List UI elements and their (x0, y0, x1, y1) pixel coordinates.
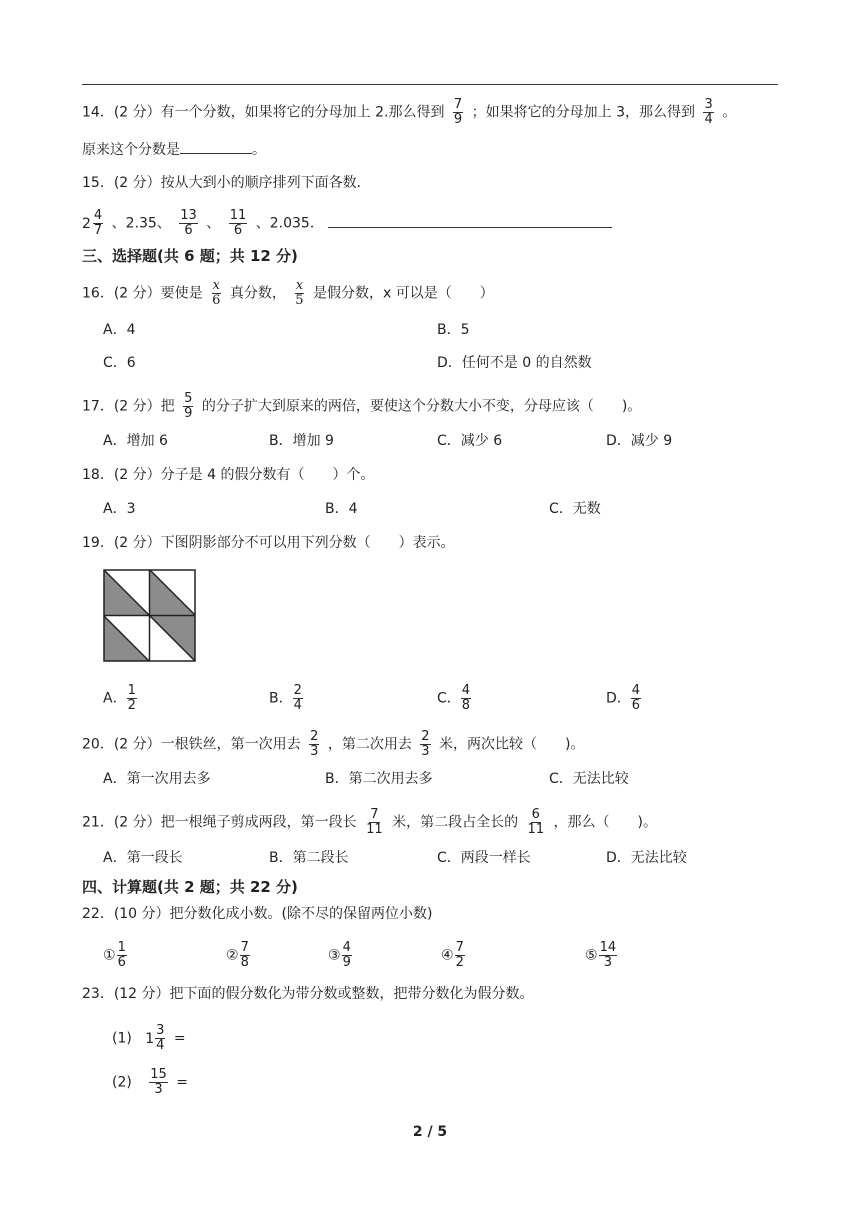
question-21 (82, 808, 657, 837)
fraction: $\frac{6}{11}$ (527, 807, 545, 837)
q14-line2-text: 原来这个分数是 (82, 142, 180, 158)
fraction: $\frac{7}{9}$ (453, 97, 463, 127)
option-a[interactable]: A．增加 6 (103, 433, 168, 449)
option-b[interactable]: B．第二次用去多 (325, 771, 433, 787)
question-17 (82, 392, 641, 421)
option-d[interactable]: D．任何不是 0 的自然数 (437, 355, 592, 371)
q17-text-end: 的分子扩大到原来的两倍，要使这个分数大小不变，分母应该（ )。 (201, 398, 642, 415)
q14-line2-end: 。 (252, 142, 266, 158)
option-c[interactable]: C．减少 6 (437, 433, 503, 449)
question-14 (82, 98, 736, 127)
conversion-item-2[interactable]: (2) $\frac{15}{3}$ = (112, 1067, 188, 1097)
q20-text-mid: ，第二次用去 (327, 736, 412, 753)
fraction: $\frac{2}{3}$ (310, 729, 319, 759)
fraction: $\frac{13}{6}$ (180, 208, 197, 238)
calc-item-5[interactable]: ⑤ $\frac{14}{3}$ (585, 940, 617, 970)
fraction: $\frac{5}{9}$ (184, 391, 193, 421)
option-b[interactable]: B．增加 9 (269, 433, 334, 449)
q16-text-mid: 真分数， (229, 285, 286, 302)
option-d[interactable]: D．减少 9 (606, 433, 673, 449)
page-number: 2 / 5 (412, 1124, 448, 1140)
q21-text: 21．(2 分）把一根绳子剪成两段，第一段长 (82, 814, 357, 831)
option-a[interactable]: A．第一段长 (103, 850, 183, 866)
header-rule (82, 84, 778, 85)
option-b[interactable]: B．第二段长 (269, 850, 349, 866)
q14-end: 。 (722, 104, 737, 121)
calc-item-1[interactable]: ① $\frac{1}{6}$ (103, 940, 126, 970)
fraction: $\frac{2}{3}$ (421, 729, 430, 759)
option-c[interactable]: C．无数 (549, 501, 601, 517)
option-b[interactable]: B．4 (325, 501, 358, 517)
question-14-line2 (82, 140, 266, 160)
option-b[interactable]: B．5 (437, 322, 470, 338)
q21-text-mid: 米，第二段占全长的 (392, 814, 519, 831)
option-c[interactable]: C． $\frac{4}{8}$ (437, 683, 471, 713)
question-15-numbers (82, 209, 612, 238)
option-a[interactable]: A． $\frac{1}{2}$ (103, 683, 136, 713)
q21-text-end: ，那么（ )。 (553, 814, 658, 831)
q16-text-end: 是假分数，x 可以是（ ） (313, 285, 494, 302)
fraction: $\frac{7}{11}$ (366, 807, 383, 837)
answer-blank[interactable] (328, 227, 612, 228)
answer-blank[interactable] (180, 153, 252, 154)
q14-text: 14．(2 分）有一个分数，如果将它的分母加上 2.那么得到 (82, 104, 445, 121)
calc-item-2[interactable]: ② $\frac{7}{8}$ (226, 940, 249, 970)
question-23: 23．(12 分）把下面的假分数化为带分数或整数，把带分数化为假分数。 (82, 986, 534, 1002)
question-20 (82, 730, 584, 759)
question-15: 15．(2 分）按从大到小的顺序排列下面各数． (82, 175, 371, 191)
q20-text: 20．(2 分）一根铁丝，第一次用去 (82, 736, 301, 753)
conversion-item-1[interactable]: (1) 1 $\frac{3}{4}$ = (112, 1023, 186, 1053)
section-heading-3: 三、选择题(共 6 题；共 12 分) (82, 247, 298, 265)
option-c[interactable]: C．两段一样长 (437, 850, 531, 866)
calc-item-4[interactable]: ④ $\frac{7}{2}$ (441, 940, 464, 970)
option-c[interactable]: C．6 (103, 355, 136, 371)
fraction: $\frac{x}{6}$ (212, 278, 221, 308)
q15-sep: 、2.035． (255, 215, 324, 232)
option-b[interactable]: B． $\frac{2}{4}$ (269, 683, 302, 713)
fraction: $\frac{x}{5}$ (295, 278, 304, 308)
q17-text: 17．(2 分）把 (82, 398, 175, 415)
q15-sep: 、2.35、 (111, 215, 171, 232)
option-a[interactable]: A．3 (103, 501, 136, 517)
question-18: 18．(2 分）分子是 4 的假分数有（ ）个。 (82, 467, 375, 483)
option-c[interactable]: C．无法比较 (549, 771, 629, 787)
question-22: 22．(10 分）把分数化成小数。(除不尽的保留两位小数) (82, 906, 433, 922)
q14-text-mid: ；如果将它的分母加上 3，那么得到 (471, 104, 695, 121)
q16-text: 16．(2 分）要使是 (82, 285, 203, 302)
shaded-squares-figure (103, 569, 197, 663)
fraction: $\frac{3}{4}$ (704, 97, 713, 127)
question-16 (82, 279, 494, 308)
section-heading-4: 四、计算题(共 2 题；共 22 分) (82, 878, 298, 896)
option-d[interactable]: D． $\frac{4}{6}$ (606, 683, 641, 713)
mixed-number: 2 $\frac{4}{7}$ (82, 208, 103, 238)
calc-item-3[interactable]: ③ $\frac{4}{9}$ (328, 940, 351, 970)
option-d[interactable]: D．无法比较 (606, 850, 687, 866)
option-a[interactable]: A．4 (103, 322, 136, 338)
question-19: 19．(2 分）下图阴影部分不可以用下列分数（ ）表示。 (82, 535, 455, 551)
option-a[interactable]: A．第一次用去多 (103, 771, 211, 787)
q15-sep: 、 (206, 215, 221, 232)
q20-text-end: 米，两次比较（ )。 (439, 736, 585, 753)
fraction: $\frac{11}{6}$ (229, 208, 247, 238)
